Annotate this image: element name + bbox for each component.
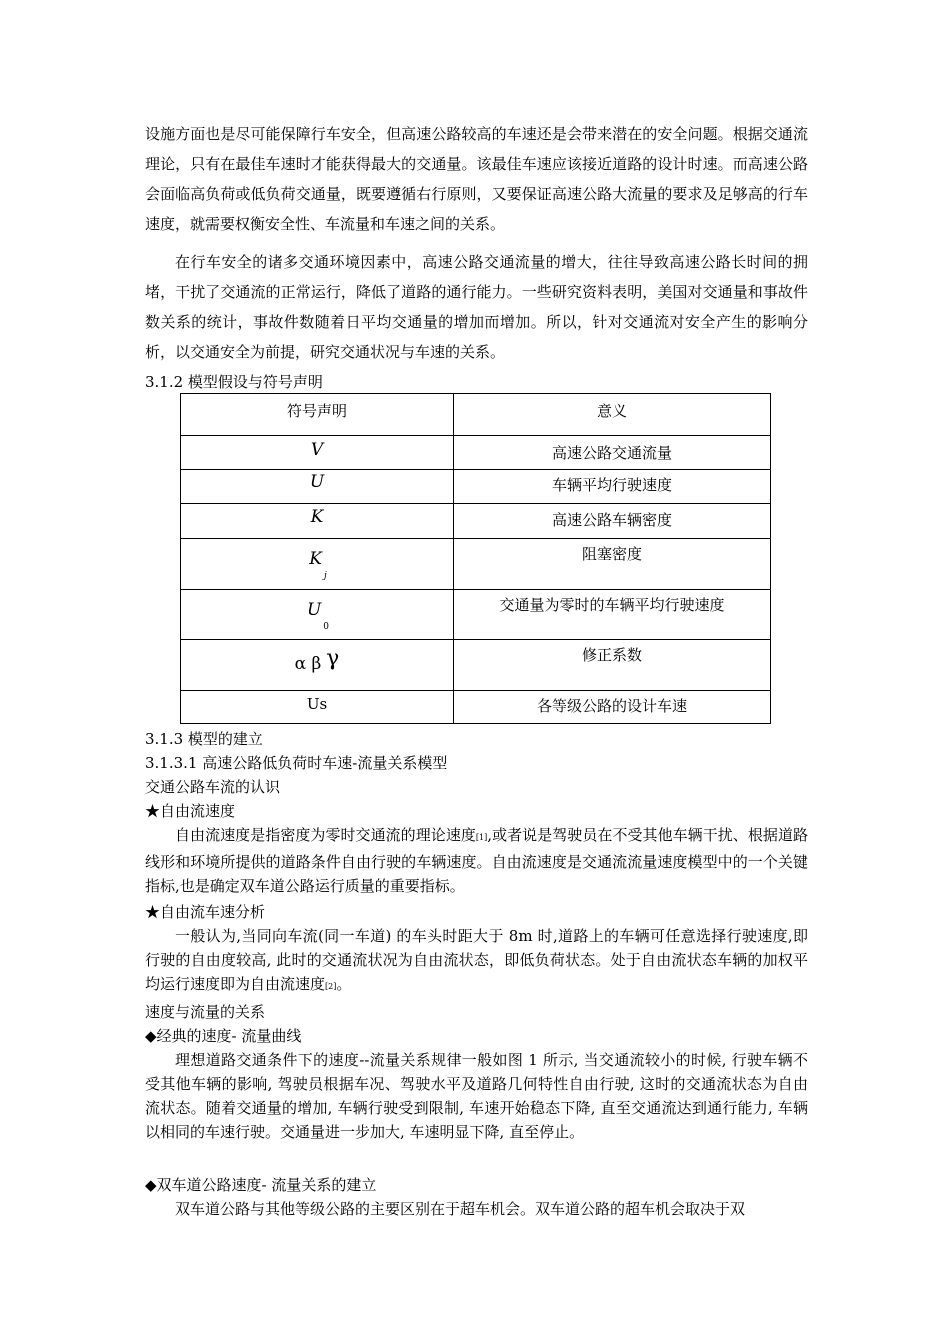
symbol-U0: U [306,600,322,620]
meaning-cell: 修正系数 [454,640,771,691]
table-row [181,640,771,691]
symbol-table [180,393,771,724]
meaning-cell: 阻塞密度 [454,539,771,590]
free-analysis-text-a: 一般认为,当同向车流(同一车道) 的车头时距大于 8m 时,道路上的车辆可任意选择行驶速度,即行驶的自由度较高, 此时的交通流状况为自由流状态，即低负荷状态。处于自由流状态车辆的加权平均运行速度即为自由流速度 [145,927,808,993]
subscript-j: j [323,571,327,581]
paragraph-safety-intro: 设施方面也是尽可能保障行车安全，但高速公路较高的车速还是会带来潜在的安全问题。根据交通流理论，只有在最佳车速时才能获得最大的交通量。该最佳车速应该接近道路的设计时速。而高速公路会面临高负荷或低负荷交通量，既要遵循右行原则，又要保证高速公路大流量的要求及足够高的行车速度，就需要权衡安全性、车流量和车速之间的关系。 [145,125,808,233]
symbol-cell [181,691,454,724]
table-row [181,590,771,640]
citation-1: [1] [475,833,488,842]
symbol-K: K [310,507,324,527]
paragraph-classic-curve: 理想道路交通条件下的速度--流量关系规律一般如图 1 所示, 当交通流较小的时候, 行驶车辆不受其他车辆的影响, 驾驶员根据车况、驾驶水平及道路几何特性自由行驶, 这时的交通流状态为自由流状态。随着交通量的增加, 车辆行驶受到限制, 车速开始稳态下降, 直至交通流达到通行能力, 车辆以相同的车速行驶。交通量进一步加大, 车速明显下降, 直至停止。 [145,1051,808,1141]
table-row [181,470,771,504]
heading-traffic-recognition: 交通公路车流的认识 [145,778,281,796]
paragraph-free-flow-speed [145,823,808,898]
symbol-Us: Us [306,695,328,713]
heading-speed-flow-relation: 速度与流量的关系 [145,1003,266,1021]
symbol-cell [181,504,454,539]
header-symbol: 符号声明 [181,394,454,436]
heading-free-flow-analysis: ★自由流车速分析 [145,903,266,921]
symbol-cell [181,470,454,504]
heading-3-1-3-1: 3.1.3.1 高速公路低负荷时车速-流量关系模型 [145,754,448,772]
meaning-cell: 各等级公路的设计车速 [454,691,771,724]
heading-free-flow-speed: ★自由流速度 [145,802,236,820]
heading-classic-curve: ◆经典的速度- 流量曲线 [145,1027,302,1045]
symbol-gamma: γ [326,646,340,671]
symbol-V: V [310,440,324,460]
paragraph-two-lane: 双车道公路与其他等级公路的主要区别在于超车机会。双车道公路的超车机会取决于双 [175,1200,746,1218]
heading-3-1-3: 3.1.3 模型的建立 [145,730,263,748]
symbol-cell [181,436,454,470]
header-meaning: 意义 [454,394,771,436]
symbol-cell [181,590,454,640]
paragraph-traffic-environment: 在行车安全的诸多交通环境因素中，高速公路交通流量的增大，往往导致高速公路长时间的拥堵，干扰了交通流的正常运行，降低了道路的通行能力。一些研究资料表明，美国对交通量和事故件数关系的统计，事故件数随着日平均交通量的增加而增加。所以，针对交通流对安全产生的影响分析，以交通安全为前提，研究交通状况与车速的关系。 [145,253,808,361]
meaning-cell: 高速公路交通流量 [454,436,771,470]
free-analysis-text-b: 。 [336,975,352,993]
table-row [181,436,771,470]
table-row [181,504,771,539]
subscript-0: 0 [323,622,330,632]
table-row [181,539,771,590]
symbol-U: U [309,472,325,492]
symbol-alpha-beta: α β [294,654,322,674]
citation-2: [2] [325,982,337,991]
symbol-cell [181,539,454,590]
free-speed-text-b: ,或者说是驾驶员在不受其他车辆干扰、根据道路线形和环境所提供的道路条件自由行驶的车辆速度。自由流速度是交通流流量速度模型中的一个关键指标,也是确定双车道公路运行质量的重要指标。 [145,826,808,895]
table-header-row [181,394,771,436]
heading-3-1-2: 3.1.2 模型假设与符号声明 [145,373,323,391]
heading-two-lane: ◆双车道公路速度- 流量关系的建立 [145,1176,377,1194]
meaning-cell: 高速公路车辆密度 [454,504,771,539]
meaning-cell: 交通量为零时的车辆平均行驶速度 [454,590,771,640]
free-speed-text-a: 自由流速度是指密度为零时交通流的理论速度 [175,826,476,844]
paragraph-free-flow-analysis [145,924,808,999]
symbol-Kj: K [309,549,322,569]
symbol-cell [181,640,454,691]
table-row [181,691,771,724]
meaning-cell: 车辆平均行驶速度 [454,470,771,504]
